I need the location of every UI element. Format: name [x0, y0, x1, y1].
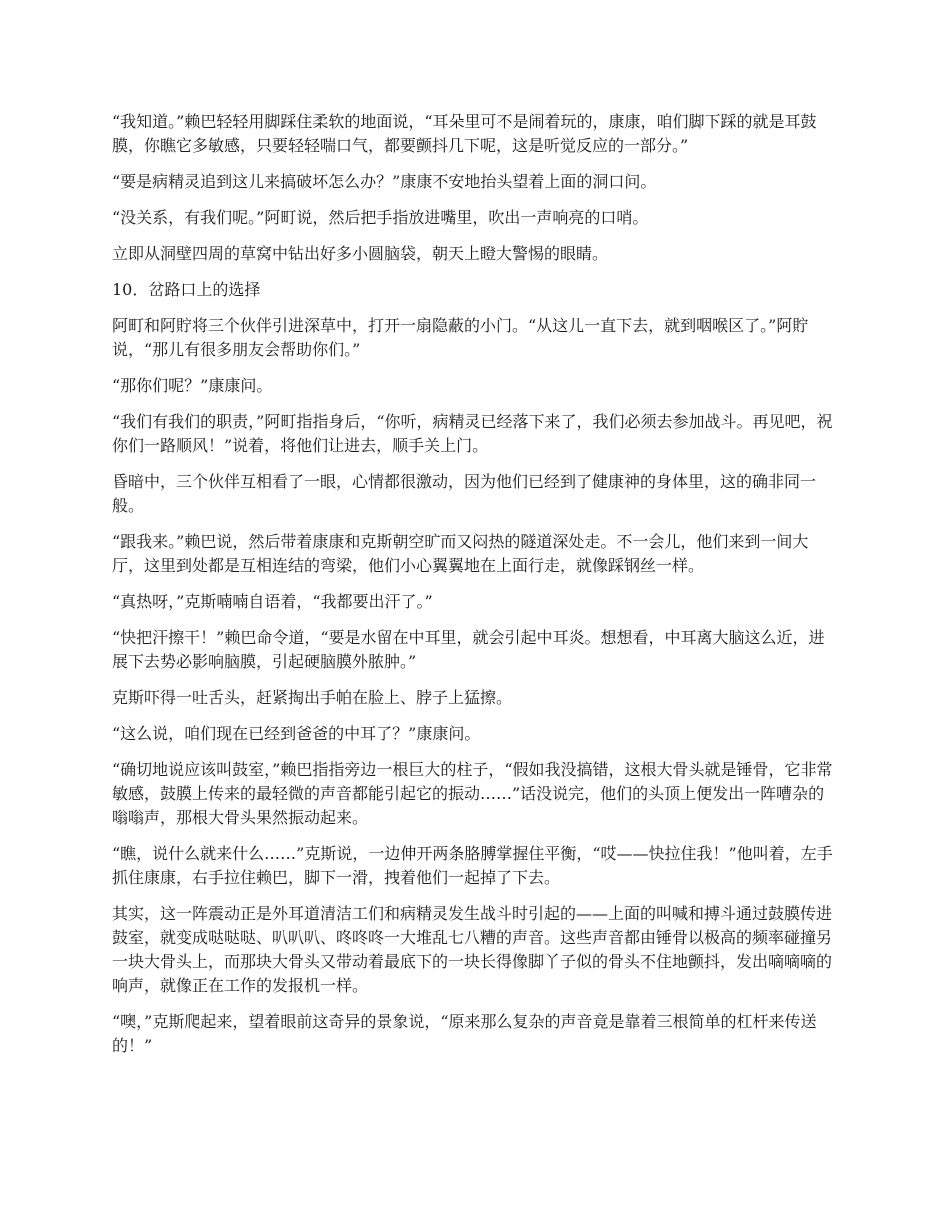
- paragraph: 其实，这一阵震动正是外耳道清洁工们和病精灵发生战斗时引起的——上面的叫喊和搏斗通过鼓膜传进鼓室，就变成哒哒哒、叭叭叭、咚咚咚一大堆乱七八糟的声音。这些声音都由锤骨以极高的频率碰撞另一块大骨头上，而那块大骨头又带动着最底下的一块长得像脚丫子似的骨头不住地颤抖，发出嘀嘀嘀的响声，就像正在工作的发报机一样。: [112, 904, 833, 995]
- section-heading: 10．岔路口上的选择: [112, 280, 261, 299]
- paragraph: “我知道。”赖巴轻轻用脚踩住柔软的地面说，“耳朵里可不是闹着玩的，康康，咱们脚下踩的就是耳鼓膜，你瞧它多敏感，只要轻轻喘口气，都要颤抖几下呢，这是听觉反应的一部分。”: [112, 112, 817, 155]
- paragraph: “这么说，咱们现在已经到爸爸的中耳了？”康康问。: [112, 724, 481, 743]
- paragraph: “没关系，有我们呢。”阿町说，然后把手指放进嘴里，吹出一声响亮的口哨。: [112, 208, 649, 227]
- paragraph: 克斯吓得一吐舌头，赶紧掏出手帕在脸上、脖子上猛擦。: [112, 688, 513, 707]
- paragraph: “瞧，说什么就来什么……”克斯说，一边伸开两条胳膊掌握住平衡，“哎——快拉住我！”他叫着，左手抓住康康，右手拉住赖巴，脚下一滑，拽着他们一起掉了下去。: [112, 844, 833, 887]
- paragraph: “要是病精灵追到这儿来搞破坏怎么办？”康康不安地抬头望着上面的洞口问。: [112, 172, 657, 191]
- paragraph: “跟我来。”赖巴说，然后带着康康和克斯朝空旷而又闷热的隧道深处走。不一会儿，他们来到一间大厅，这里到处都是互相连结的弯梁，他们小心翼翼地在上面行走，就像踩钢丝一样。: [112, 532, 809, 575]
- paragraph: “真热呀，”克斯喃喃自语着，“我都要出汗了。”: [112, 592, 433, 611]
- paragraph: “噢，”克斯爬起来，望着眼前这奇异的景象说，“原来那么复杂的声音竟是靠着三根简单的杠杆来传送的！”: [112, 1012, 817, 1055]
- paragraph: 阿町和阿貯将三个伙伴引进深草中，打开一扇隐蔽的小门。“从这儿一直下去，就到咽喉区了。”阿貯说，“那儿有很多朋友会帮助你们。”: [112, 316, 809, 359]
- paragraph: “确切地说应该叫鼓室，”赖巴指指旁边一根巨大的柱子，“假如我没搞错，这根大骨头就是锤骨，它非常敏感，鼓膜上传来的最轻微的声音都能引起它的振动……”话没说完，他们的头顶上便发出一阵嘈杂的嗡嗡声，那根大骨头果然振动起来。: [112, 760, 833, 827]
- paragraph: “那你们呢？”康康问。: [112, 376, 273, 395]
- paragraph: 昏暗中，三个伙伴互相看了一眼，心情都很激动，因为他们已经到了健康神的身体里，这的确非同一般。: [112, 472, 817, 515]
- paragraph: 立即从洞壁四周的草窝中钻出好多小圆脑袋，朝天上瞪大警惕的眼睛。: [112, 244, 609, 263]
- document-page: [112, 110, 840, 1070]
- paragraph: “我们有我们的职责，”阿町指指身后，“你听，病精灵已经落下来了，我们必须去参加战斗。再见吧，祝你们一路顺风！”说着，将他们让进去，顺手关上门。: [112, 412, 833, 455]
- paragraph: “快把汗擦干！”赖巴命令道，“要是水留在中耳里，就会引起中耳炎。想想看，中耳离大脑这么近，进展下去势必影响脑膜，引起硬脑膜外脓肿。”: [112, 628, 825, 671]
